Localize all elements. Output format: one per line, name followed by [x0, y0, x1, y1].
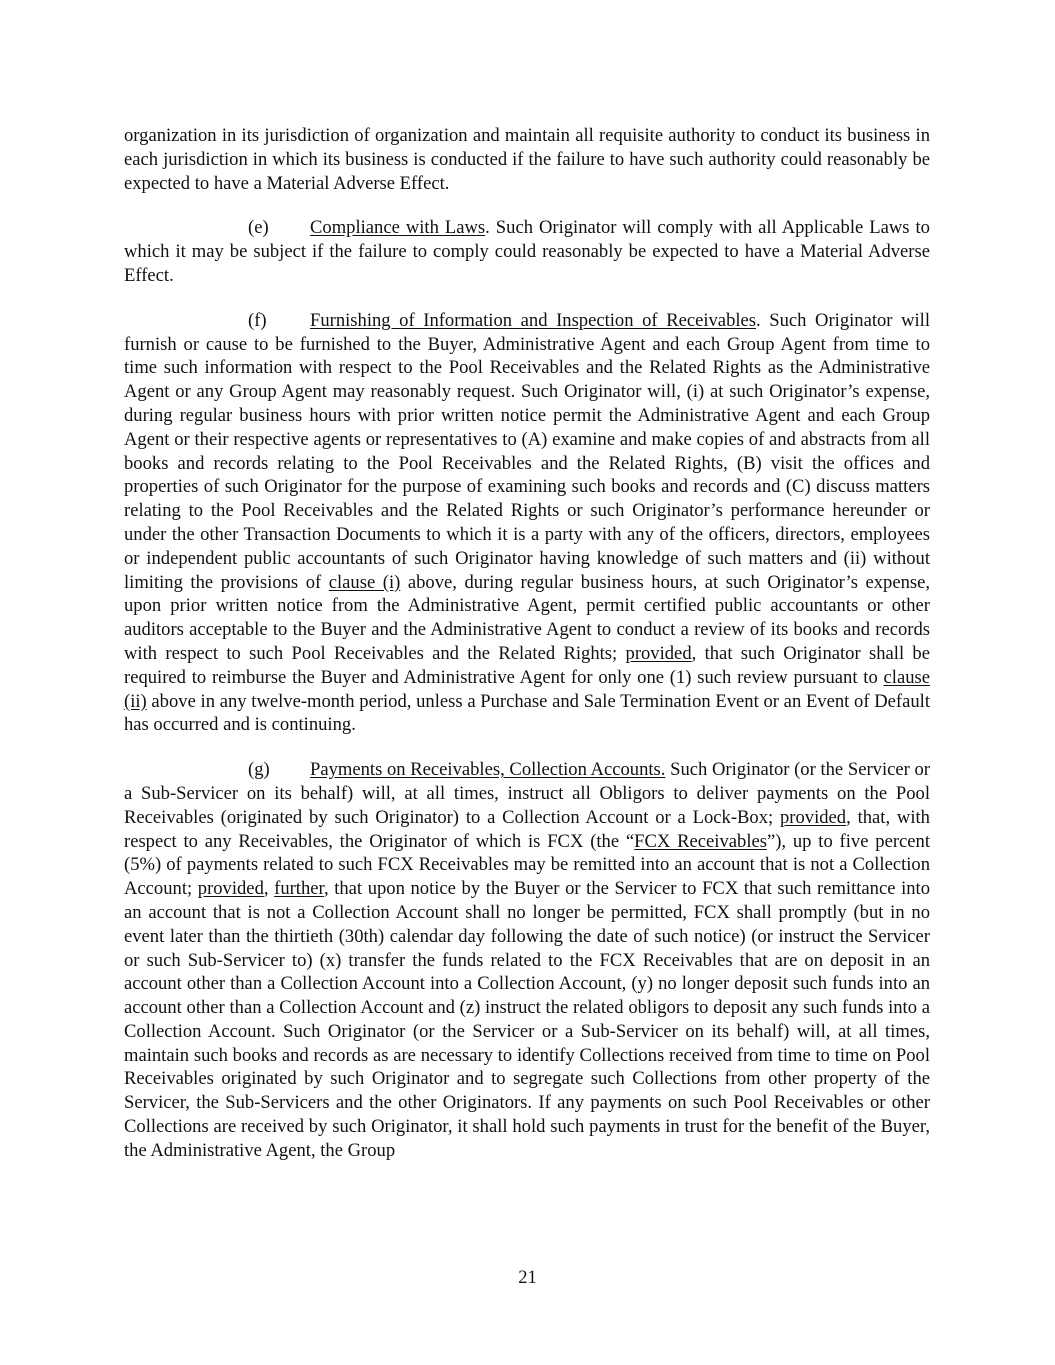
clause-ii-reference: clause (ii) — [124, 666, 930, 712]
paragraph-f-text-4: above in any twelve-month period, unless a Purchase and Sale Termination Event or an Event of Default has occurred and is continuing. — [124, 690, 930, 736]
provided-term: provided — [625, 642, 692, 664]
paragraph-g-text-4: , that upon notice by the Buyer or the Servicer to FCX that such remittance into an account that is not a Collection Account shall no longer be permitted, FCX shall promptly (but in no event later than the thirtieth (30th) calendar day following the date of such notice) (or instruct the Servicer or such Sub-Servicer to) (x) transfer the funds related to the FCX Receivables that are on deposit in an account other than a Collection Account into a Collection Account, (y) no longer deposit such funds into an account other than a Collection Account and (z) instruct the related obligors to deposit any such funds into a Collection Account. Such Originator (or the Servicer or a Sub-Servicer on its behalf) will, at all times, maintain such books and records as are necessary to identify Collections received from time to time on Pool Receivables originated by such Originator and to segregate such Collections from other property of the Servicer, the Sub-Servicers and the other Originators. If any payments on such Pool Receivables or other Collections are received by such Originator, it shall hold such payments in trust for the benefit of the Buyer, the Administrative Agent, the Group — [124, 878, 930, 1161]
provided-term: provided — [197, 878, 264, 900]
paragraph-g-text-3: ”), up to five percent (5%) of payments related to such FCX Receivables may be remitted into an account that is not a Collection Account; — [124, 830, 930, 900]
paragraph-g-marker: (g) — [248, 759, 270, 781]
paragraph-f — [124, 309, 930, 737]
paragraph-d-text: organization in its jurisdiction of organization and maintain all requisite authority to conduct its business in each jurisdiction in which its business is conducted if the failure to have such authority could reasonably be expected to have a Material Adverse Effect. — [124, 125, 930, 194]
paragraph-e-heading-end: . — [485, 217, 490, 239]
paragraph-g — [124, 758, 930, 1163]
paragraph-f-text-3: , that such Originator shall be required to reimburse the Buyer and Administrative Agent for only one (1) such review pursuant to — [124, 642, 930, 688]
clause-i-reference: clause (i) — [328, 571, 401, 593]
paragraph-g-text-1: Such Originator (or the Servicer or a Sub-Servicer on its behalf) will, at all times, instruct all Obligors to deliver payments on the Pool Receivables (originated by such Originator) to a Collection Account or a Lock-Box; — [124, 759, 930, 828]
further-term: further — [274, 878, 324, 900]
paragraph-g-separator: , — [263, 878, 275, 900]
paragraph-f-text-1: Such Originator will furnish or cause to be furnished to the Buyer, Administrative Agent and each Group Agent from time to time such information with respect to the Pool Receivables and the Related Rights as the Administrative Agent or any Group Agent may reasonably request. Such Originator will, (i) at such Originator’s expense, during regular business hours with prior written notice permit the Administrative Agent and each Group Agent or their respective agents or representatives to (A) examine and make copies of and abstracts from all books and records relating to the Pool Receivables and the Related Rights, (B) visit the offices and properties of such Originator for the purpose of examining such books and records and (C) discuss matters relating to the Pool Receivables and the Related Rights or such Originator’s performance hereunder or under the other Transaction Documents to which it is a party with any of the officers, directors, employees or independent public accountants of such Originator having knowledge of such matters and (ii) without limiting the provisions of — [124, 309, 930, 593]
paragraph-e-marker: (e) — [248, 217, 269, 239]
paragraph-f-heading: Furnishing of Information and Inspection of Receivables — [310, 309, 757, 331]
paragraph-e-heading: Compliance with Laws — [310, 217, 486, 239]
paragraph-e-text: Such Originator will comply with all Applicable Laws to which it may be subject if the failure to comply could reasonably be expected to have a Material Adverse Effect. — [124, 217, 930, 286]
fcx-receivables-defined-term: FCX Receivables — [634, 830, 767, 852]
paragraph-f-text-2: above, during regular business hours, at such Originator’s expense, upon prior written notice from the Administrative Agent, permit certified public accountants or other auditors acceptable to the Buyer and the Administrative Agent to conduct a review of its books and records with respect to such Pool Receivables and the Related Rights; — [124, 571, 931, 664]
document-page — [124, 124, 930, 1184]
paragraph-e — [124, 216, 930, 287]
paragraph-g-text-2: , that, with respect to any Receivables, the Originator of which is FCX (the “ — [124, 806, 930, 852]
paragraph-d-continuation — [124, 124, 930, 195]
provided-term: provided — [780, 806, 847, 828]
page-number: 21 — [518, 1267, 537, 1288]
paragraph-g-heading: Payments on Receivables, Collection Accounts. — [310, 759, 666, 781]
paragraph-f-marker: (f) — [248, 309, 267, 331]
paragraph-f-heading-end: . — [756, 309, 761, 331]
